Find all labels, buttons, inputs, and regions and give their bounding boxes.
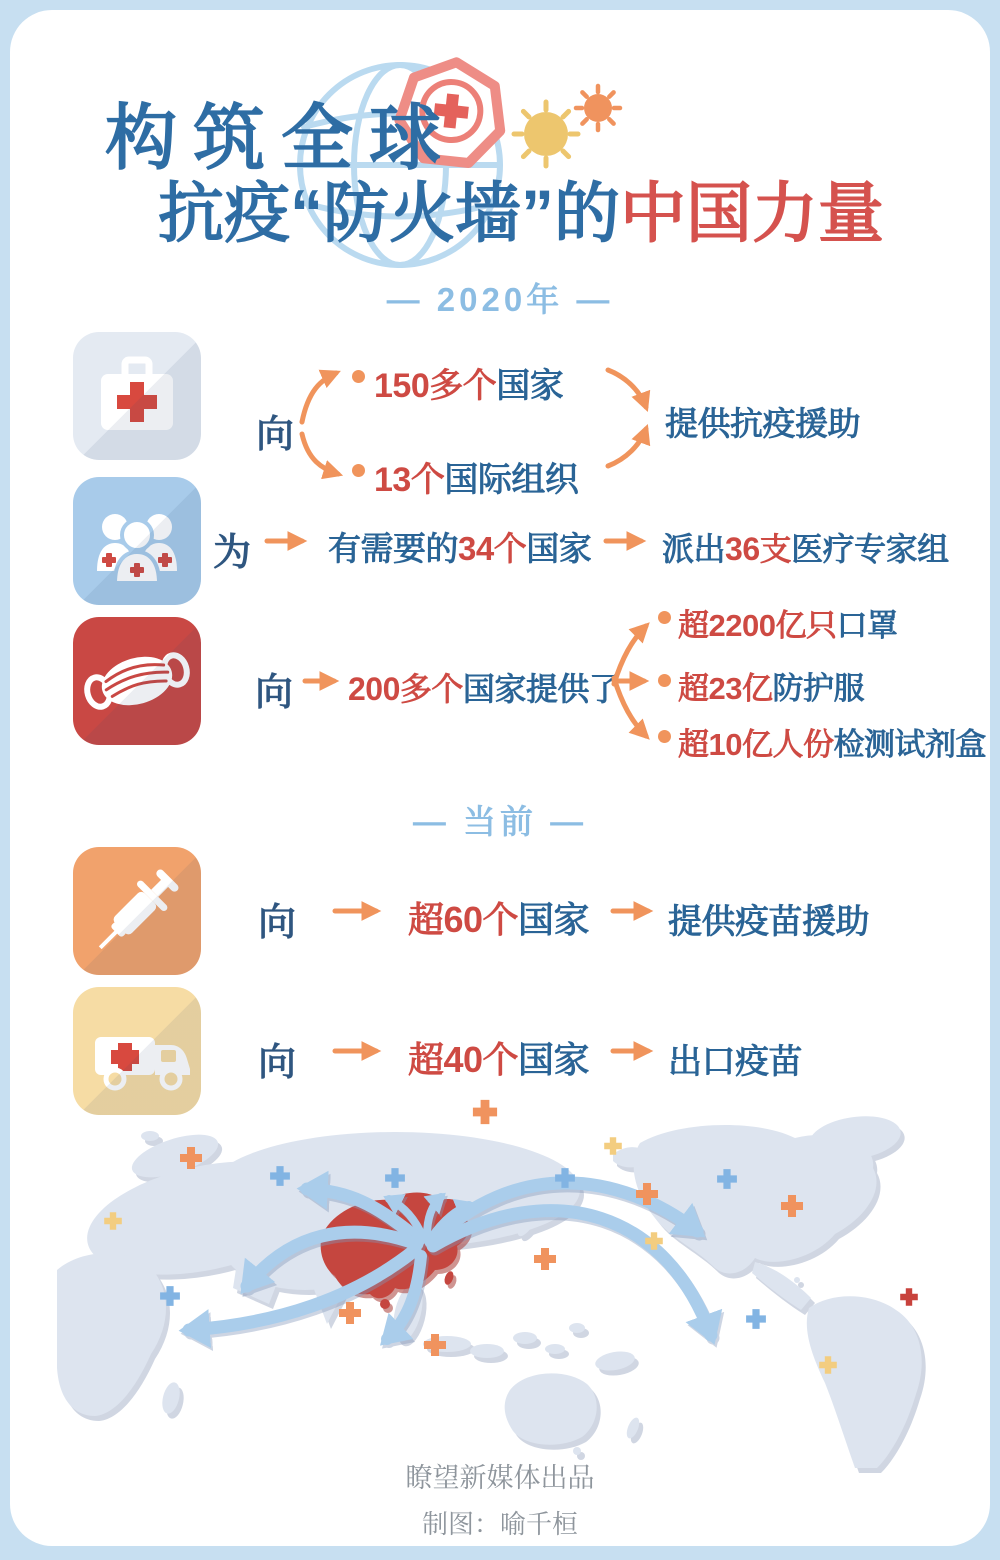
- result-number: 36支: [725, 531, 792, 567]
- result-text: 医疗专家组: [791, 531, 949, 567]
- section-header-2020: — 2020年 —: [386, 281, 614, 318]
- map-cross-marker: [746, 1309, 766, 1329]
- row-aid-result: 提供抗疫援助: [665, 405, 860, 442]
- medical-team-icon: [73, 477, 201, 605]
- map-cross-marker: [473, 1100, 497, 1124]
- target-number: 超60个: [408, 899, 519, 940]
- arrow-right-icon: [610, 1041, 664, 1061]
- row-mask-lead: 向: [255, 672, 294, 714]
- target-number: 超40个: [408, 1039, 519, 1080]
- merge-arrows-icon: [598, 355, 656, 481]
- target-text: 国家: [518, 899, 590, 940]
- title-line2: [158, 160, 884, 255]
- first-aid-kit-icon: [73, 332, 201, 460]
- target-text: 国家: [526, 530, 592, 567]
- footer-author: 制图：喻千桓: [421, 1509, 578, 1539]
- world-map: [55, 1098, 965, 1470]
- section-header-current: — 当前 —: [412, 803, 588, 840]
- face-mask-icon: [73, 617, 201, 745]
- row-mask-target: [348, 664, 620, 710]
- ambulance-icon: [73, 987, 201, 1115]
- branch1-label: 国家: [496, 367, 564, 405]
- title-line2-red: 中国力量: [620, 176, 884, 250]
- target-number: 34个: [458, 530, 527, 567]
- row-experts-result: [662, 524, 949, 570]
- bullet-dot: [658, 674, 671, 687]
- branch1-number: 150多个: [374, 367, 497, 405]
- bullet-dot: [352, 464, 365, 477]
- result-text: 派出: [662, 531, 726, 567]
- branch-label: 检测试剂盒: [833, 727, 986, 762]
- row-mask-branch1: [678, 600, 897, 645]
- row-vaccine-export-lead: 向: [258, 1042, 297, 1084]
- row-aid-branch2: [374, 452, 578, 501]
- title-line1: 构筑全球: [105, 99, 458, 179]
- bullet-dot: [352, 370, 365, 383]
- arrow-right-icon: [603, 531, 657, 551]
- bullet-dot: [658, 611, 671, 624]
- arrow-right-icon: [610, 901, 664, 921]
- branch2-number: 13个: [374, 461, 445, 499]
- footer-credit: 瞭望新媒体出品: [405, 1463, 595, 1493]
- row-experts-lead: 为: [213, 532, 252, 574]
- row-vaccine-aid-result: 提供疫苗援助: [668, 903, 869, 941]
- row-vaccine-export-result: 出口疫苗: [668, 1043, 802, 1081]
- branch-number: 超23亿: [678, 671, 773, 706]
- map-cross-marker: [900, 1288, 918, 1306]
- bullet-dot: [658, 730, 671, 743]
- row-experts-target: [328, 523, 591, 570]
- row-vaccine-aid-target: [408, 892, 589, 943]
- branch-number: 超10亿人份: [678, 727, 834, 762]
- arrow-right-icon: [332, 1041, 392, 1061]
- target-text: 有需要的: [328, 530, 458, 567]
- branch-label: 防护服: [772, 671, 864, 706]
- row-vaccine-export-target: [408, 1032, 589, 1083]
- row-mask-branch3: [678, 719, 986, 764]
- branch-label: 口罩: [836, 608, 898, 643]
- fork-arrows-icon: [294, 350, 350, 482]
- row-mask-branch2: [678, 663, 864, 708]
- map-cross-marker: [534, 1248, 556, 1270]
- branch-number: 超2200亿只: [678, 608, 837, 643]
- arrow-right-icon: [302, 671, 350, 691]
- title-line2-blue: 抗疫“防火墙”的: [158, 176, 620, 250]
- row-aid-lead: 向: [256, 414, 295, 456]
- map-landmasses: [57, 1111, 922, 1468]
- arrow-right-icon: [332, 901, 392, 921]
- row-vaccine-aid-lead: 向: [258, 902, 297, 944]
- branch2-label: 国际组织: [444, 461, 579, 499]
- branch-arrows-icon: [608, 606, 658, 758]
- syringe-icon: [73, 847, 201, 975]
- arrow-right-icon: [264, 531, 318, 551]
- row-aid-branch1: [374, 358, 563, 407]
- map-cross-marker: [339, 1302, 361, 1324]
- target-number: 200多个: [348, 671, 463, 707]
- target-text: 国家: [518, 1039, 590, 1080]
- target-text: 国家提供了: [462, 671, 621, 707]
- infographic-card: [10, 10, 990, 1546]
